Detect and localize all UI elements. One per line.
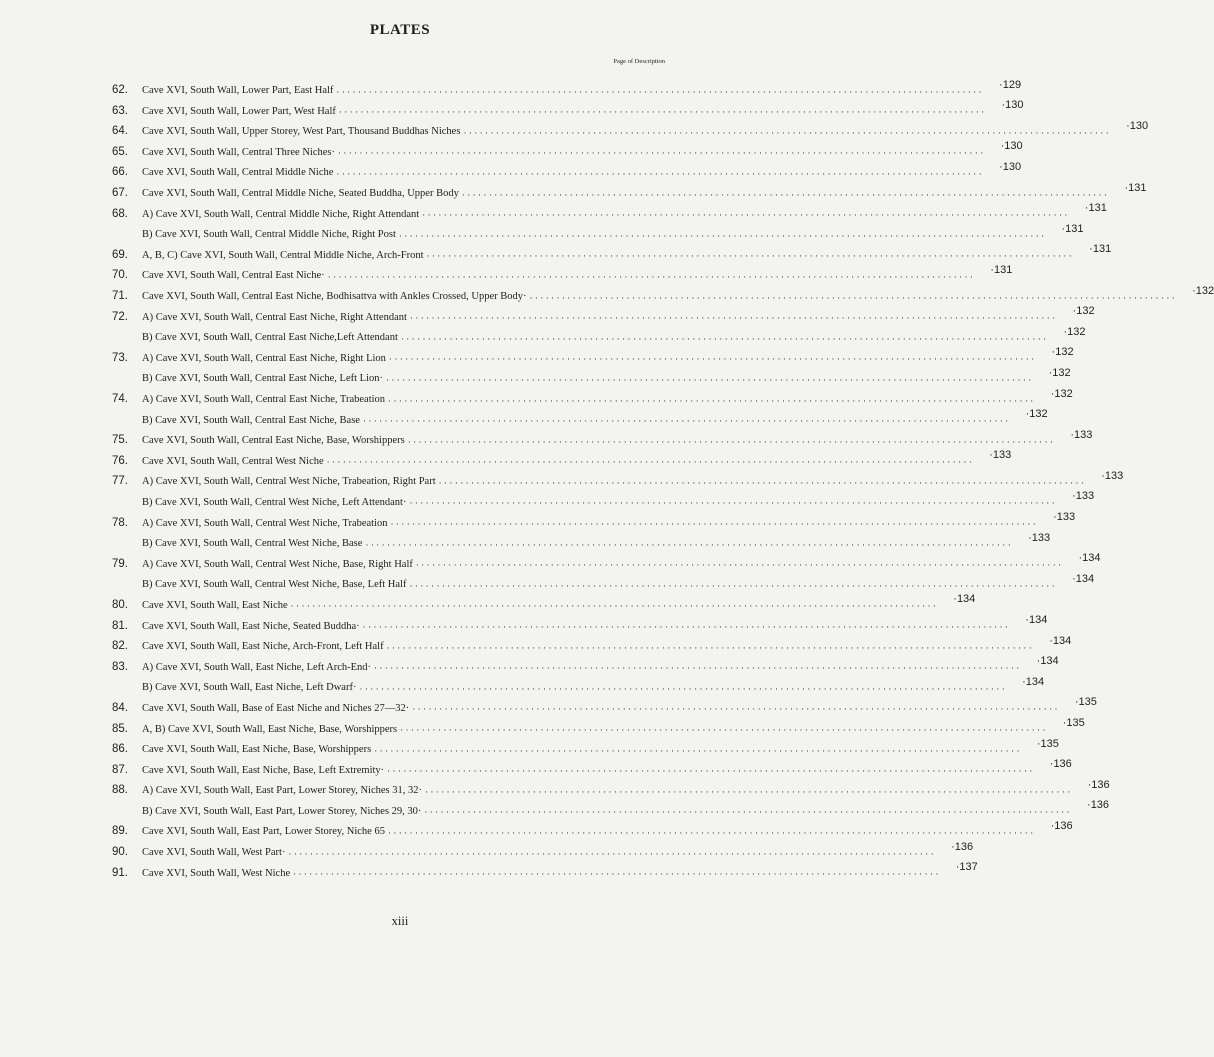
plate-number: 78. — [112, 516, 128, 529]
dot-leader: ························································································································ — [387, 827, 1036, 838]
plate-number: 82. — [112, 640, 128, 653]
page-ref: ·132 — [1072, 305, 1095, 318]
plate-number: 73. — [112, 351, 128, 364]
plate-number: 69. — [112, 248, 128, 261]
list-item — [112, 117, 1149, 138]
list-item — [112, 756, 1072, 777]
list-item — [112, 673, 1045, 694]
dot-leader: ························································································································ — [327, 271, 976, 282]
plate-number: 70. — [112, 269, 128, 282]
plate-title: A) Cave XVI, South Wall, East Part, Lower Storey, Niches 31, 32· — [142, 785, 422, 797]
list-item — [112, 859, 978, 880]
page-ref: ·134 — [1049, 634, 1072, 647]
dot-leader: ························································································································ — [415, 560, 1064, 571]
page-ref: ·135 — [1074, 696, 1097, 709]
dot-leader: ························································································································ — [338, 107, 987, 118]
plate-number: 77. — [112, 475, 128, 488]
list-item — [112, 241, 1112, 262]
page-ref: ·131 — [990, 263, 1013, 276]
plate-title: Cave XVI, South Wall, Central West Niche — [142, 455, 324, 467]
plate-number: 87. — [112, 763, 128, 776]
dot-leader: ························································································································ — [362, 622, 1011, 633]
dot-leader: ························································································································ — [412, 704, 1060, 715]
page-ref: ·133 — [989, 449, 1012, 462]
plate-title: B) Cave XVI, South Wall, East Part, Lower Storey, Niches 29, 30· — [142, 805, 422, 817]
list-item — [112, 76, 1022, 97]
plate-number: 90. — [112, 846, 128, 859]
page-ref: ·136 — [951, 840, 974, 853]
plate-number: 66. — [112, 166, 128, 179]
page-ref: ·136 — [1049, 758, 1072, 771]
dot-leader: ························································································································ — [386, 642, 1035, 653]
page-ref: ·130 — [1000, 140, 1023, 153]
list-item — [112, 632, 1072, 653]
list-item — [112, 344, 1074, 365]
plate-number: 79. — [112, 557, 128, 570]
page-ref: ·132 — [1051, 346, 1074, 359]
page-ref: ·135 — [1062, 717, 1085, 729]
plate-title: Cave XVI, South Wall, East Niche, Base, Worshippers — [142, 744, 372, 756]
plate-number: 76. — [112, 454, 128, 467]
dot-leader: ························································································································ — [424, 786, 1073, 797]
dot-leader: ························································································································ — [293, 869, 941, 880]
dot-leader: ························································································································ — [424, 807, 1073, 818]
plate-title: B) Cave XVI, South Wall, Central West Niche, Base — [142, 538, 363, 550]
list-item — [112, 158, 1022, 179]
plate-number: 64. — [112, 125, 128, 138]
plate-title: Cave XVI, South Wall, Central Middle Niche, Seated Buddha, Upper Body — [142, 188, 459, 200]
plate-title: A) Cave XVI, South Wall, Central Middle Niche, Right Attendant — [142, 208, 420, 220]
dot-leader: ························································································································ — [374, 745, 1022, 756]
list-item — [112, 97, 1024, 118]
dot-leader: ························································································································ — [388, 354, 1037, 365]
plate-title: Cave XVI, South Wall, Central East Niche, Base, Worshippers — [142, 435, 405, 447]
dot-leader: ························································································································ — [290, 601, 939, 612]
list-item — [112, 179, 1147, 200]
dot-leader: ························································································································ — [336, 86, 985, 97]
page-ref: ·132 — [1050, 387, 1073, 400]
plate-title: A) Cave XVI, South Wall, Central East Niche, Right Attendant — [142, 311, 407, 323]
dot-leader: ························································································································ — [398, 230, 1047, 241]
dot-leader: ························································································································ — [326, 457, 975, 468]
list-item — [112, 550, 1101, 571]
list-item — [112, 776, 1110, 797]
plate-title: Cave XVI, South Wall, East Niche, Arch-Front, Left Half — [142, 641, 384, 653]
page-ref: ·134 — [1078, 552, 1101, 565]
list-item — [112, 797, 1110, 818]
page-ref: ·131 — [1061, 222, 1084, 235]
plate-title: B) Cave XVI, South Wall, Central East Niche, Left Lion· — [142, 373, 383, 385]
plate-title: B) Cave XVI, South Wall, Central West Niche, Left Attendant· — [142, 496, 407, 508]
plate-title: A) Cave XVI, South Wall, Central East Niche, Right Lion — [142, 352, 386, 364]
plate-number: 83. — [112, 660, 128, 673]
plate-number: 62. — [112, 84, 128, 97]
plate-number: 74. — [112, 393, 128, 405]
page-ref: ·135 — [1036, 737, 1059, 750]
plate-number: 88. — [112, 784, 128, 797]
dot-leader: ························································································································ — [409, 498, 1058, 509]
page-ref: ·134 — [1072, 572, 1095, 585]
plate-number: 63. — [112, 104, 128, 117]
list-item — [112, 570, 1095, 591]
page-ref: ·132 — [1048, 366, 1071, 379]
list-item — [112, 714, 1085, 735]
plate-title: Cave XVI, South Wall, West Part· — [142, 847, 286, 859]
page-number: xiii — [391, 914, 409, 928]
plate-title: Cave XVI, South Wall, East Part, Lower Storey, Niche 65 — [142, 826, 385, 838]
list-item — [112, 591, 976, 612]
plate-title: A) Cave XVI, South Wall, Central West Niche, Trabeation — [142, 517, 388, 529]
page-ref: ·131 — [1089, 243, 1112, 256]
page-ref: ·134 — [1022, 675, 1045, 688]
plate-title: B) Cave XVI, South Wall, Central East Niche,Left Attendant — [142, 332, 398, 344]
plate-title: Cave XVI, South Wall, West Niche — [142, 867, 291, 879]
plate-number: 71. — [112, 290, 128, 303]
page-ref: ·133 — [1053, 511, 1076, 524]
list-item — [112, 406, 1048, 427]
plate-title: Cave XVI, South Wall, Central Three Niches· — [142, 146, 335, 158]
dot-leader: ························································································································ — [529, 292, 1178, 303]
dot-leader: ························································································································ — [365, 539, 1014, 550]
page-ref: ·130 — [1001, 99, 1024, 112]
page-ref: ·136 — [1087, 778, 1110, 791]
plate-number: 84. — [112, 701, 128, 714]
page-ref: ·131 — [1124, 181, 1147, 194]
dot-leader: ························································································································ — [438, 477, 1087, 488]
list-item — [112, 426, 1093, 447]
page-ref: ·137 — [955, 861, 978, 874]
plate-title: A, B, C) Cave XVI, South Wall, Central Middle Niche, Arch-Front — [142, 249, 424, 261]
plate-title: B) Cave XVI, South Wall, Central Middle Niche, Right Post — [142, 229, 396, 241]
dot-leader: ························································································································ — [400, 333, 1049, 344]
list-item — [112, 529, 1051, 550]
plate-title: A) Cave XVI, South Wall, East Niche, Left Arch-End· — [142, 661, 372, 673]
page-ref: ·130 — [999, 160, 1022, 173]
plate-title: Cave XVI, South Wall, East Niche — [142, 599, 288, 611]
dot-leader: ························································································································ — [336, 168, 985, 179]
page-ref: ·130 — [1126, 119, 1149, 132]
page-ref: ·133 — [1072, 490, 1095, 503]
dot-leader: ························································································································ — [461, 189, 1110, 200]
plate-title: Cave XVI, South Wall, Central East Niche· — [142, 270, 325, 282]
plate-title: B) Cave XVI, South Wall, East Niche, Left Dwarf· — [142, 682, 357, 694]
dot-leader: ························································································································ — [426, 251, 1075, 262]
plate-title: Cave XVI, South Wall, East Niche, Seated Buddha· — [142, 620, 360, 632]
plate-number: 81. — [112, 619, 128, 632]
page-ref: ·134 — [953, 593, 976, 606]
dot-leader: ························································································································ — [359, 683, 1008, 694]
list-item — [112, 611, 1048, 633]
dot-leader: ························································································································ — [390, 519, 1039, 530]
plate-title: Cave XVI, South Wall, Upper Storey, West Part, Thousand Buddhas Niches — [142, 126, 461, 138]
list-item — [112, 282, 1214, 303]
page-ref: ·133 — [1070, 428, 1093, 441]
plate-number: 65. — [112, 145, 128, 158]
list-item — [112, 838, 974, 859]
dot-leader: ························································································································ — [409, 580, 1058, 591]
page-title: PLATES — [369, 22, 431, 38]
plate-title: B) Cave XVI, South Wall, Central West Niche, Base, Left Half — [142, 579, 407, 591]
plate-number: 86. — [112, 743, 128, 756]
list-item — [112, 385, 1073, 406]
list-item — [112, 817, 1073, 838]
page-ref: ·132 — [1063, 325, 1086, 338]
list-item — [112, 200, 1107, 221]
plate-number: 91. — [112, 866, 128, 879]
list-item — [112, 653, 1059, 674]
page-ref: ·131 — [1084, 202, 1107, 215]
plate-number: 75. — [112, 434, 128, 447]
plate-number: 72. — [112, 310, 128, 323]
plate-title: A) Cave XVI, South Wall, Central West Niche, Base, Right Half — [142, 558, 413, 570]
plate-title: Cave XVI, South Wall, Lower Part, West Half — [142, 105, 336, 117]
list-item — [112, 261, 1013, 282]
plate-title: A) Cave XVI, South Wall, Central East Niche, Trabeation — [142, 394, 386, 405]
list-item — [112, 694, 1097, 715]
dot-leader: ························································································································ — [409, 313, 1058, 324]
page-ref: ·133 — [1028, 531, 1051, 544]
plate-number: 85. — [112, 722, 128, 735]
page-ref: ·136 — [1050, 819, 1073, 832]
dot-leader: ························································································································ — [422, 210, 1070, 221]
list-item — [112, 303, 1095, 324]
plate-title: Cave XVI, South Wall, Lower Part, East Half — [142, 85, 334, 97]
dot-leader: ························································································································ — [374, 663, 1022, 674]
plate-number: 67. — [112, 187, 128, 200]
plate-title: A) Cave XVI, South Wall, Central West Niche, Trabeation, Right Part — [142, 476, 436, 488]
plate-list — [112, 76, 1214, 880]
list-item — [112, 735, 1059, 756]
plate-title: Cave XVI, South Wall, East Niche, Base, Left Extremity· — [142, 764, 385, 776]
plate-title: Cave XVI, South Wall, Central East Niche, Bodhisattva with Ankles Crossed, Upper Body· — [142, 291, 527, 303]
list-item — [112, 323, 1086, 344]
page-of-description-label: Page of Description — [613, 58, 665, 65]
plate-title: A, B) Cave XVI, South Wall, East Niche, Base, Worshippers — [142, 723, 398, 735]
list-item — [112, 508, 1076, 530]
dot-leader: ························································································································ — [387, 766, 1035, 777]
page-ref: ·133 — [1101, 469, 1124, 482]
plate-number: 80. — [112, 598, 128, 611]
dot-leader: ························································································································ — [463, 127, 1112, 138]
list-item — [112, 220, 1084, 241]
dot-leader: ························································································································ — [407, 436, 1056, 447]
dot-leader: ························································································································ — [386, 374, 1034, 385]
list-item — [112, 488, 1095, 509]
plate-title: Cave XVI, South Wall, Central Middle Niche — [142, 167, 334, 179]
dot-leader: ························································································································ — [362, 416, 1011, 427]
page-ref: ·129 — [999, 78, 1022, 91]
dot-leader: ························································································································ — [337, 148, 986, 159]
page-ref: ·132 — [1192, 284, 1214, 297]
list-item — [112, 467, 1124, 488]
page-ref: ·134 — [1025, 614, 1048, 627]
list-item — [112, 447, 1012, 468]
dot-leader: ························································································································ — [400, 725, 1048, 735]
page-ref: ·136 — [1087, 799, 1110, 812]
dot-leader: ························································································································ — [288, 848, 937, 859]
plate-title: B) Cave XVI, South Wall, Central East Niche, Base — [142, 414, 360, 426]
page-ref: ·134 — [1036, 655, 1059, 668]
dot-leader: ························································································································ — [388, 395, 1036, 406]
page-ref: ·132 — [1025, 408, 1048, 421]
plate-number: 89. — [112, 825, 128, 838]
list-item — [112, 138, 1023, 159]
list-item — [112, 364, 1071, 385]
plate-number: 68. — [112, 207, 128, 220]
plate-title: Cave XVI, South Wall, Base of East Niche and Niches 27—32· — [142, 702, 410, 714]
